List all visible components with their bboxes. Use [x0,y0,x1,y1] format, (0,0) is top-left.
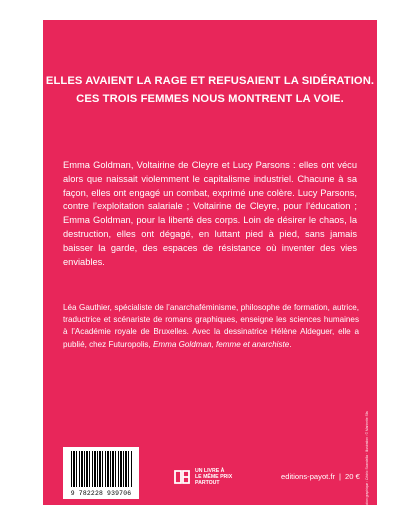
author-bio [63,302,359,351]
tagline [43,72,377,108]
book-title: Emma Goldman, femme et anarchiste [152,339,290,349]
summary-paragraph: Emma Goldman, Voltairine de Cleyre et Lucy Parsons : elles ont vécu alors que naissait violemment le capitalisme industriel. Chacune à sa façon, elles ont engagé un combat, exprimé une colère. Lucy Parsons, contre l’exploitation salariale ; Voltairine de Cleyre, pour l’éducation ; Emma Goldman, pour la liberté des corps. Loin de désirer le chaos, la destruction, elles ont dégagé, en luttant pied à pied, sans jamais baisser la garde, des espaces de résistance où inventer des vies enviables. [63,160,357,267]
publisher-website: editions-payot.fr [281,472,336,481]
book-back-cover [43,20,377,515]
barcode-bars [71,451,133,487]
publisher-line [281,472,360,481]
design-credit: Conception graphique : Cédric Scandella · Illustration : © Marinette Sfa [365,411,369,515]
tagline-line-1: ELLES AVAIENT LA RAGE ET REFUSAIENT LA SIDÉRATION. [45,75,375,87]
price-label-line-2: LE MÊME PRIX [195,473,233,480]
price-label-text [195,469,232,486]
isbn-number: 9 782228 939706 [70,490,132,497]
tagline-line-2: CES TROIS FEMMES NOUS MONTRENT LA VOIE. [76,93,344,105]
separator: | [339,472,342,481]
price-label-line-3: PARTOUT [195,479,220,486]
author-bio-end: . [289,339,292,349]
barcode [63,447,139,499]
book-price-icon [173,468,191,486]
author-bio-text: Léa Gauthier, spécialiste de l’anarchaféminisme, philosophe de formation, autrice, traductrice et scénariste de romans graphiques, enseigne les sciences humaines à l’Académie royale de Bruxelles. Avec la dessinatrice Hélène Aldeguer, elle a publié, chez Futuropolis, [63,303,359,349]
single-price-label [173,466,253,488]
book-price: 20 € [345,472,360,481]
price-label-line-1: UN LIVRE À [195,468,225,474]
